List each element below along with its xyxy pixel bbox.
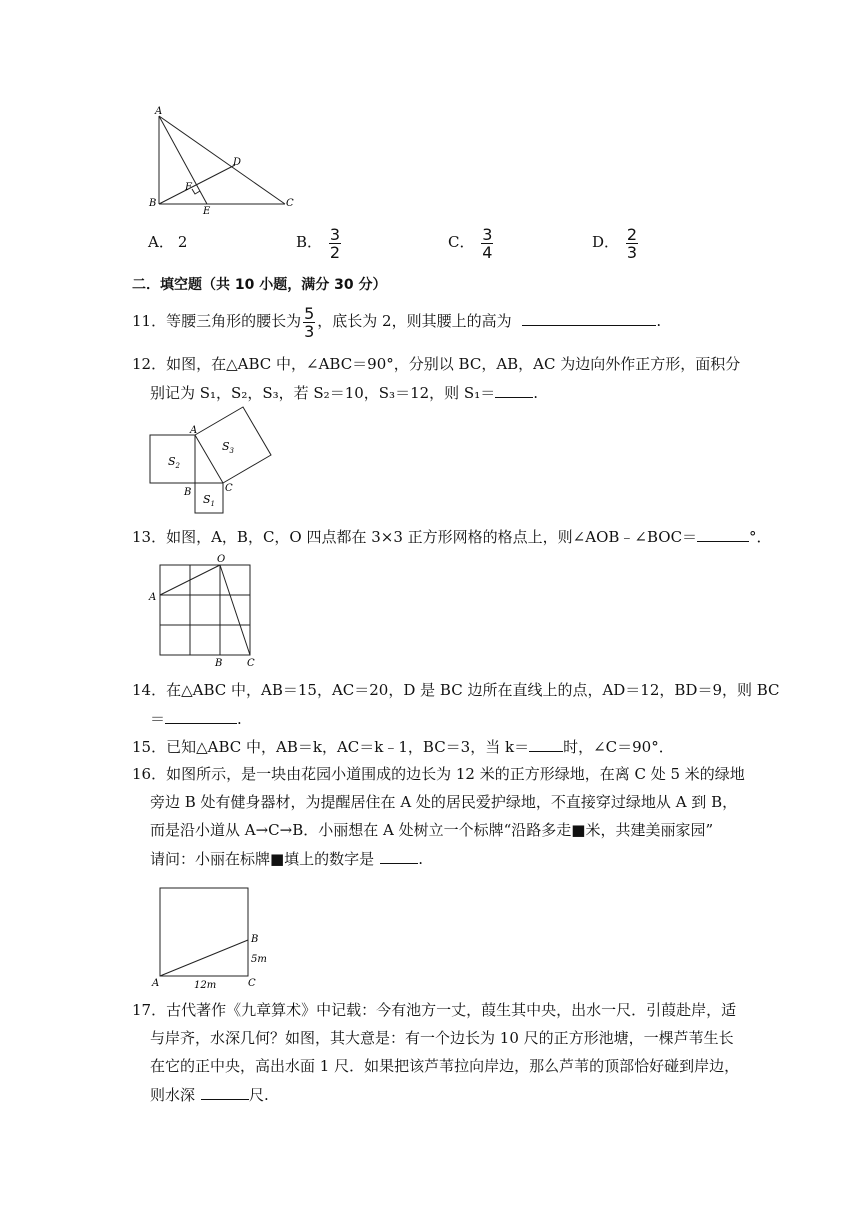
q11-fraction: $\frac{5}{3}$ (304, 303, 315, 341)
label-o: O (217, 554, 226, 565)
label-c: C (248, 978, 256, 989)
label-a: A (155, 106, 163, 117)
label-b: B (184, 487, 192, 498)
question-14-line-2: ＝ . (150, 710, 242, 728)
option-b-fraction: $\frac{3}{2}$ (329, 224, 340, 262)
question-17-line-3: 在它的正中央，高出水面 1 尺．如果把该芦苇拉向岸边，那么芦苇的顶部恰好碰到岸边， (150, 1057, 740, 1075)
option-c: C． $\frac{3}{4}$ (448, 224, 493, 262)
option-c-fraction: $\frac{3}{4}$ (482, 224, 493, 262)
label-5m: 5m (251, 954, 267, 965)
option-a: A． 2 (148, 233, 188, 251)
question-17-line-2: 与岸齐，水深几何？如图，其大意是：有一个边长为 10 尺的正方形池塘，一棵芦苇生长 (150, 1029, 734, 1047)
label-c: C (247, 658, 255, 669)
label-f: F (185, 182, 192, 193)
label-e: E (203, 206, 211, 217)
label-b: B (149, 198, 157, 209)
label-a: A (149, 592, 157, 603)
question-15: 15．已知△ABC 中，AB＝k，AC＝k﹣1，BC＝3，当 k＝ 时，∠C＝90°． (132, 738, 674, 756)
question-13: 13．如图，A，B，C，O 四点都在 3×3 正方形网格的格点上，则∠AOB﹣∠BOC＝ °． (132, 528, 772, 546)
q17-answer-blank[interactable] (201, 1084, 249, 1100)
garden-figure (148, 880, 278, 992)
question-16-line-2: 旁边 B 处有健身器材，为提醒居住在 A 处的居民爱护绿地，不直接穿过绿地从 A 到 B， (150, 793, 738, 811)
q11-answer-blank[interactable] (522, 310, 656, 326)
question-12-line-1: 12．如图，在△ABC 中，∠ABC＝90°，分别以 BC，AB，AC 为边向外作正方形，面积分 (132, 355, 741, 373)
option-b: B． $\frac{3}{2}$ (296, 224, 340, 262)
question-17-line-1: 17．古代著作《九章算术》中记载：今有池方一丈，葭生其中央，出水一尺．引葭赴岸，适 (132, 1001, 737, 1019)
q12-answer-blank[interactable] (495, 382, 533, 398)
label-d: D (233, 157, 242, 168)
label-c: C (225, 483, 233, 494)
question-12-line-2: 别记为 S₁，S₂，S₃，若 S₂＝10，S₃＝12，则 S₁＝ . (150, 384, 538, 402)
label-c: C (286, 198, 294, 209)
question-16-line-4: 请问：小丽在标牌■填上的数字是 . (150, 850, 423, 868)
label-s3: $S_3$ (222, 440, 235, 455)
label-s1: $S_1$ (203, 493, 216, 508)
option-d: D． $\frac{2}{3}$ (592, 224, 637, 262)
q13-answer-blank[interactable] (697, 526, 749, 542)
triangle-abc-figure (145, 100, 305, 220)
label-a: A (152, 978, 160, 989)
option-d-fraction: $\frac{2}{3}$ (626, 224, 637, 262)
section-heading: 二．填空题（共 10 小题，满分 30 分） (132, 277, 387, 293)
question-11: 11．等腰三角形的腰长为 $\frac{5}{3}$ ，底长为 2，则其腰上的高为 . (132, 303, 662, 341)
q16-answer-blank[interactable] (380, 848, 418, 864)
label-b: B (215, 658, 223, 669)
label-12m: 12m (194, 980, 217, 991)
label-a: A (190, 425, 198, 436)
question-17-line-4: 则水深 尺. (150, 1086, 269, 1104)
question-14-line-1: 14．在△ABC 中，AB＝15，AC＝20，D 是 BC 边所在直线上的点，AD＝12，BD＝9，则 BC (132, 681, 780, 699)
grid-figure (145, 550, 265, 670)
question-16-line-3: 而是沿小道从 A→C→B．小丽想在 A 处树立一个标牌“沿路多走■米，共建美丽家园” (150, 821, 714, 839)
q15-answer-blank[interactable] (529, 736, 563, 752)
squares-figure (140, 405, 280, 517)
q14-answer-blank[interactable] (165, 708, 237, 724)
question-16-line-1: 16．如图所示，是一块由花园小道围成的边长为 12 米的正方形绿地，在离 C 处 5 米的绿地 (132, 765, 745, 783)
label-b: B (251, 934, 259, 945)
label-s2: $S_2$ (168, 455, 181, 470)
